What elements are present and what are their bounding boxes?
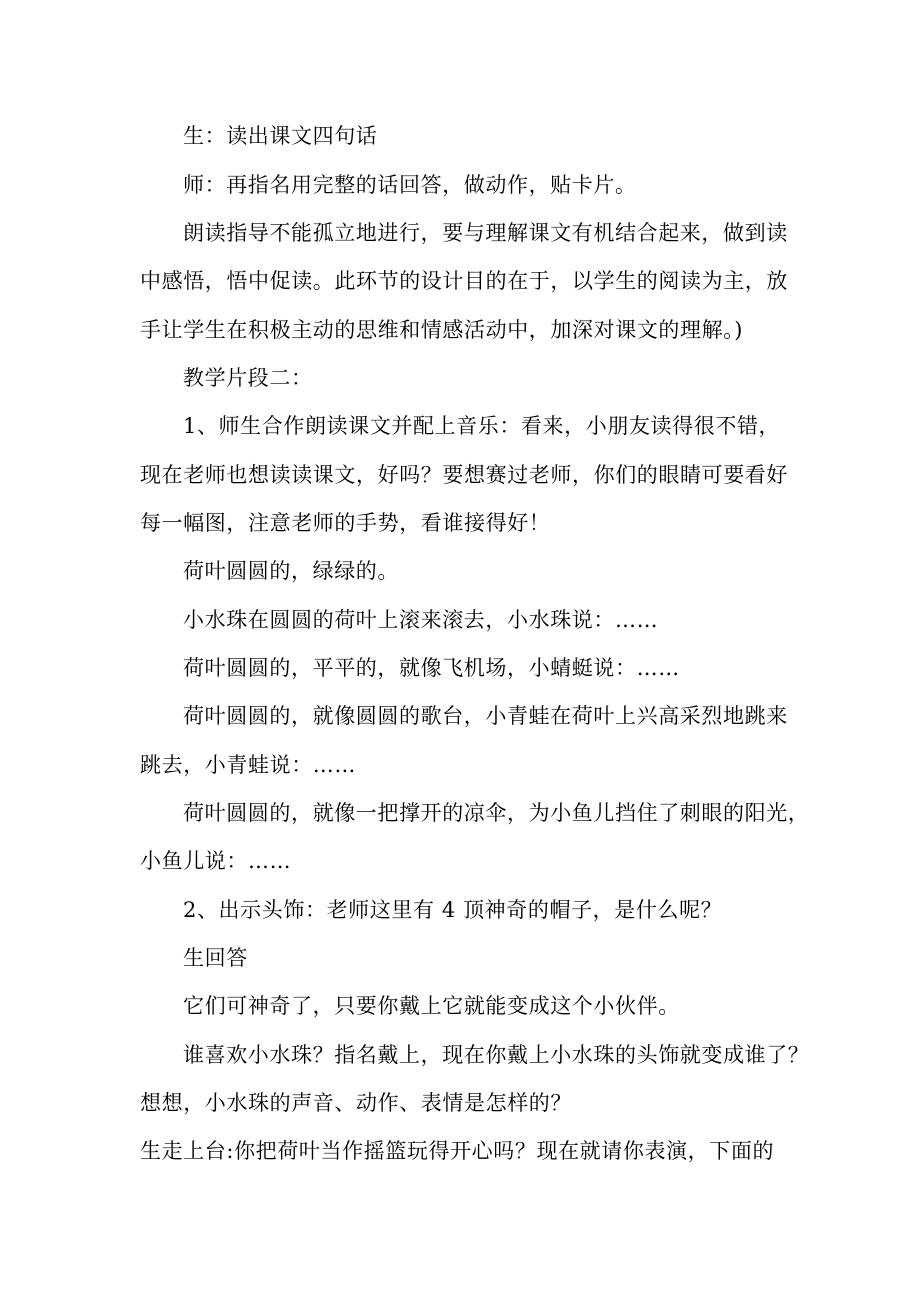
text-line: 谁喜欢小水珠？指名戴上，现在你戴上小水珠的头饰就变成谁了？ xyxy=(183,1043,810,1067)
text-line: 2、出示头饰：老师这里有 4 顶神奇的帽子，是什么呢？ xyxy=(183,898,723,922)
text-line: 师：再指名用完整的话回答，做动作，贴卡片。 xyxy=(183,173,637,197)
text-line: 中感悟，悟中促读。此环节的设计目的在于，以学生的阅读为主，放 xyxy=(140,269,788,293)
text-line: 小鱼儿说：…… xyxy=(140,849,292,873)
text-line: 现在老师也想读读课文，好吗？要想赛过老师，你们的眼睛可要看好 xyxy=(140,463,788,487)
text-line: 荷叶圆圆的，就像圆圆的歌台，小青蛙在荷叶上兴高采烈地跳来 xyxy=(183,704,788,728)
text-line: 它们可神奇了，只要你戴上它就能变成这个小伙伴。 xyxy=(183,994,680,1018)
text-line: 生回答 xyxy=(183,946,248,970)
text-line: 每一幅图，注意老师的手势，看谁接得好！ xyxy=(140,511,551,535)
text-line: 生走上台:你把荷叶当作摇篮玩得开心吗？现在就请你表演，下面的 xyxy=(140,1139,775,1163)
text-line: 1、师生合作朗读课文并配上音乐：看来，小朋友读得很不错， xyxy=(183,414,781,438)
text-line: 荷叶圆圆的，就像一把撑开的凉伞，为小鱼儿挡住了刺眼的阳光， xyxy=(183,801,810,825)
text-line: 荷叶圆圆的，绿绿的。 xyxy=(183,559,399,583)
text-line: 跳去，小青蛙说：…… xyxy=(140,753,356,777)
text-line: 小水珠在圆圆的荷叶上滚来滚去，小水珠说：…… xyxy=(183,608,659,632)
text-line: 朗读指导不能孤立地进行，要与理解课文有机结合起来，做到读 xyxy=(183,221,788,245)
section-heading: 教学片段二： xyxy=(183,366,313,390)
text-line: 荷叶圆圆的，平平的，就像飞机场，小蜻蜓说：…… xyxy=(183,656,680,680)
text-line: 想想，小水珠的声音、动作、表情是怎样的？ xyxy=(140,1091,572,1115)
text-line: 生：读出课文四句话 xyxy=(183,124,378,148)
text-line: 手让学生在积极主动的思维和情感活动中，加深对课文的理解。) xyxy=(140,318,744,342)
